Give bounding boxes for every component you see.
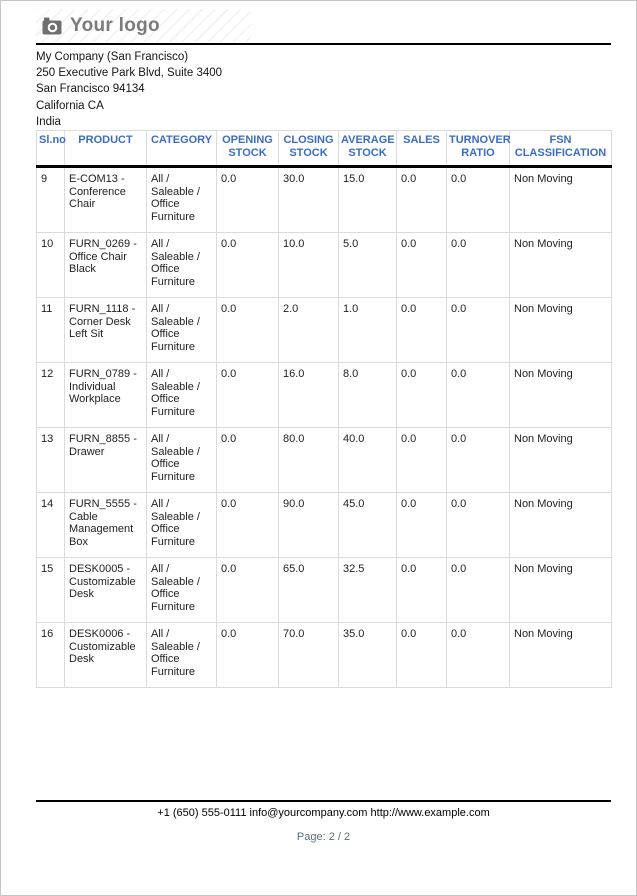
product-cell: FURN_1118 - Corner Desk Left Sit	[65, 297, 147, 362]
table-row	[37, 362, 612, 427]
average-stock-cell: 15.0	[339, 166, 397, 232]
report-footer	[36, 800, 611, 843]
sales-cell: 0.0	[397, 362, 447, 427]
turnover-ratio-cell: 0.0	[447, 427, 510, 492]
company-street: 250 Executive Park Blvd, Suite 3400	[36, 67, 223, 80]
col-header-opening-stock: OPENING STOCK	[217, 131, 279, 167]
sales-cell: 0.0	[397, 427, 447, 492]
turnover-ratio-cell: 0.0	[447, 297, 510, 362]
closing-stock-cell: 90.0	[279, 492, 339, 557]
fsn-classification-cell: Non Moving	[510, 232, 612, 297]
camera-icon	[42, 17, 62, 35]
closing-stock-cell: 65.0	[279, 557, 339, 622]
table-row	[37, 297, 612, 362]
turnover-ratio-cell: 0.0	[447, 232, 510, 297]
product-cell: E-COM13 - Conference Chair	[65, 166, 147, 232]
product-cell: FURN_0789 - Individual Workplace	[65, 362, 147, 427]
company-country: India	[36, 115, 61, 128]
fsn-classification-table	[36, 130, 612, 688]
average-stock-cell: 8.0	[339, 362, 397, 427]
sales-cell: 0.0	[397, 297, 447, 362]
sales-cell: 0.0	[397, 166, 447, 232]
table-row	[37, 232, 612, 297]
closing-stock-cell: 16.0	[279, 362, 339, 427]
product-cell: FURN_0269 - Office Chair Black	[65, 232, 147, 297]
fsn-classification-cell: Non Moving	[510, 166, 612, 232]
table-row	[37, 557, 612, 622]
company-address-block	[36, 49, 611, 130]
opening-stock-cell: 0.0	[217, 557, 279, 622]
col-header-average-stock: AVERAGE STOCK	[339, 131, 397, 167]
company-city-zip: San Francisco 94134	[36, 83, 145, 96]
average-stock-cell: 1.0	[339, 297, 397, 362]
fsn-classification-cell: Non Moving	[510, 362, 612, 427]
sales-cell: 0.0	[397, 492, 447, 557]
col-header-sales: SALES	[397, 131, 447, 167]
col-header-product: PRODUCT	[65, 131, 147, 167]
turnover-ratio-cell: 0.0	[447, 492, 510, 557]
sl-no-cell: 10	[37, 232, 65, 297]
page-number: Page: 2 / 2	[296, 831, 351, 843]
opening-stock-cell: 0.0	[217, 427, 279, 492]
fsn-classification-cell: Non Moving	[510, 492, 612, 557]
fsn-classification-cell: Non Moving	[510, 557, 612, 622]
average-stock-cell: 32.5	[339, 557, 397, 622]
table-row	[37, 427, 612, 492]
sl-no-cell: 16	[37, 622, 65, 687]
sl-no-cell: 13	[37, 427, 65, 492]
product-cell: FURN_8855 - Drawer	[65, 427, 147, 492]
table-row	[37, 622, 612, 687]
product-cell: FURN_5555 - Cable Management Box	[65, 492, 147, 557]
category-cell: All / Saleable / Office Furniture	[147, 297, 217, 362]
table-header-row	[37, 131, 612, 167]
category-cell: All / Saleable / Office Furniture	[147, 362, 217, 427]
average-stock-cell: 5.0	[339, 232, 397, 297]
opening-stock-cell: 0.0	[217, 297, 279, 362]
turnover-ratio-cell: 0.0	[447, 166, 510, 232]
category-cell: All / Saleable / Office Furniture	[147, 557, 217, 622]
sl-no-cell: 9	[37, 166, 65, 232]
turnover-ratio-cell: 0.0	[447, 557, 510, 622]
company-name: My Company (San Francisco)	[36, 51, 189, 63]
logo-text: Your logo	[70, 14, 160, 36]
opening-stock-cell: 0.0	[217, 362, 279, 427]
col-header-turnover-ratio: TURNOVER RATIO	[447, 131, 510, 167]
opening-stock-cell: 0.0	[217, 232, 279, 297]
table-row	[37, 492, 612, 557]
col-header-category: CATEGORY	[147, 131, 217, 167]
sl-no-cell: 15	[37, 557, 65, 622]
sales-cell: 0.0	[397, 622, 447, 687]
sl-no-cell: 14	[37, 492, 65, 557]
sl-no-cell: 12	[37, 362, 65, 427]
turnover-ratio-cell: 0.0	[447, 622, 510, 687]
company-state: California CA	[36, 99, 104, 112]
product-cell: DESK0006 - Customizable Desk	[65, 622, 147, 687]
category-cell: All / Saleable / Office Furniture	[147, 492, 217, 557]
fsn-classification-cell: Non Moving	[510, 427, 612, 492]
category-cell: All / Saleable / Office Furniture	[147, 232, 217, 297]
category-cell: All / Saleable / Office Furniture	[147, 166, 217, 232]
col-header-closing-stock: CLOSING STOCK	[279, 131, 339, 167]
closing-stock-cell: 10.0	[279, 232, 339, 297]
table-row	[37, 166, 612, 232]
average-stock-cell: 45.0	[339, 492, 397, 557]
closing-stock-cell: 70.0	[279, 622, 339, 687]
opening-stock-cell: 0.0	[217, 492, 279, 557]
opening-stock-cell: 0.0	[217, 166, 279, 232]
footer-contact-line: +1 (650) 555-0111 info@yourcompany.com http://www.example.com	[157, 807, 490, 819]
sl-no-cell: 11	[37, 297, 65, 362]
closing-stock-cell: 2.0	[279, 297, 339, 362]
closing-stock-cell: 30.0	[279, 166, 339, 232]
product-cell: DESK0005 - Customizable Desk	[65, 557, 147, 622]
average-stock-cell: 40.0	[339, 427, 397, 492]
sales-cell: 0.0	[397, 232, 447, 297]
logo-placeholder	[36, 9, 251, 42]
col-header-sl-no: Sl.no	[37, 131, 65, 167]
sales-cell: 0.0	[397, 557, 447, 622]
average-stock-cell: 35.0	[339, 622, 397, 687]
header-divider	[36, 43, 611, 45]
fsn-classification-cell: Non Moving	[510, 622, 612, 687]
col-header-fsn-classification: FSN CLASSIFICATION	[510, 131, 612, 167]
category-cell: All / Saleable / Office Furniture	[147, 427, 217, 492]
category-cell: All / Saleable / Office Furniture	[147, 622, 217, 687]
opening-stock-cell: 0.0	[217, 622, 279, 687]
fsn-classification-cell: Non Moving	[510, 297, 612, 362]
closing-stock-cell: 80.0	[279, 427, 339, 492]
report-table-body	[37, 166, 612, 687]
turnover-ratio-cell: 0.0	[447, 362, 510, 427]
